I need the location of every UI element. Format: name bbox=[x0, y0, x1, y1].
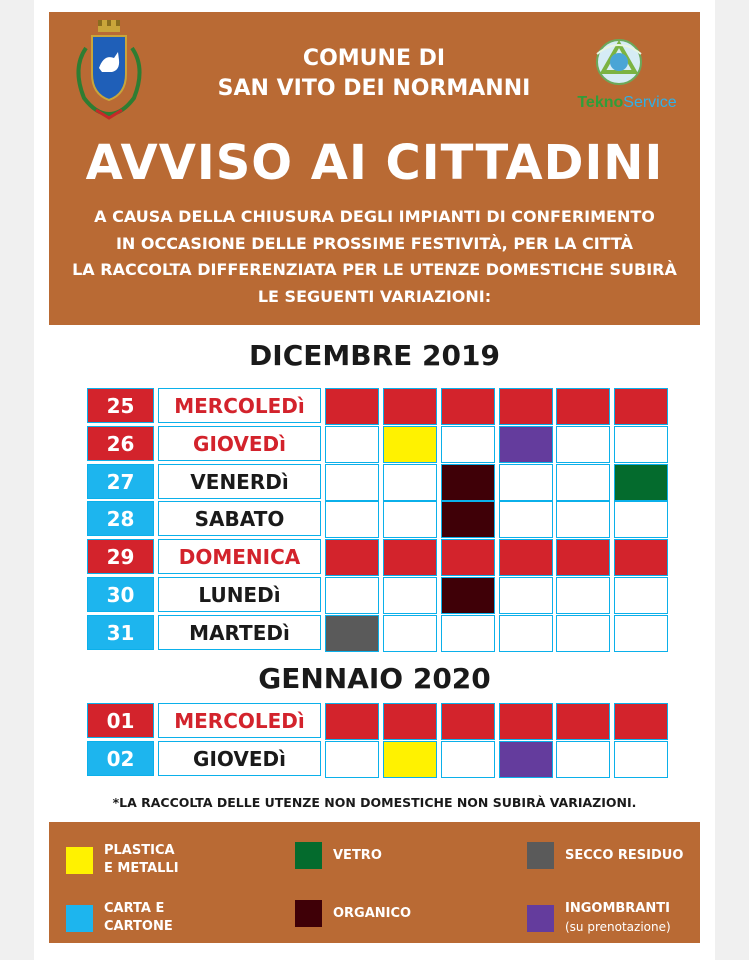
legend-label-line: (su prenotazione) bbox=[565, 920, 671, 934]
weekday-name: GIOVEDì bbox=[158, 426, 321, 461]
collection-cell-white bbox=[499, 577, 553, 614]
day-number: 02 bbox=[87, 741, 154, 776]
legend-swatch bbox=[527, 905, 554, 932]
municipality-line-1: COMUNE DI bbox=[302, 46, 446, 71]
legend-label-line: VETRO bbox=[333, 847, 382, 863]
legend-label-line: SECCO RESIDUO bbox=[565, 847, 684, 863]
collection-cell-white bbox=[383, 501, 437, 538]
teknoservice-wordmark bbox=[567, 94, 687, 112]
legend-swatch bbox=[527, 842, 554, 869]
collection-cell-purple bbox=[499, 426, 553, 463]
legend-item-blue bbox=[66, 900, 173, 936]
collection-cell-white bbox=[614, 741, 668, 778]
day-number: 31 bbox=[87, 615, 154, 650]
collection-cell-red bbox=[499, 539, 553, 576]
weekday-name: MARTEDì bbox=[158, 615, 321, 650]
notice-title: AVVISO AI CITTADINI bbox=[85, 135, 664, 191]
collection-cell-red bbox=[441, 388, 495, 425]
municipal-crest-icon bbox=[66, 18, 152, 122]
legend-item-organico bbox=[295, 900, 411, 927]
calendar-row bbox=[34, 577, 715, 614]
collection-cell-white bbox=[614, 501, 668, 538]
weekday-name: VENERDì bbox=[158, 464, 321, 499]
collection-cell-red bbox=[556, 539, 610, 576]
weekday-name: LUNEDì bbox=[158, 577, 321, 612]
collection-cell-white bbox=[556, 577, 610, 614]
weekday-name: SABATO bbox=[158, 501, 321, 536]
wordmark-tekno: Tekno bbox=[577, 94, 624, 111]
day-number: 27 bbox=[87, 464, 154, 499]
collection-cell-white bbox=[441, 741, 495, 778]
collection-cell-red bbox=[614, 703, 668, 740]
intro-line: IN OCCASIONE DELLE PROSSIME FESTIVITÀ, PER LA CITTÀ bbox=[115, 233, 634, 253]
month-title-january: GENNAIO 2020 bbox=[258, 662, 491, 695]
collection-cell-white bbox=[441, 615, 495, 652]
weekday-name: MERCOLEDì bbox=[158, 388, 321, 423]
collection-cell-white bbox=[556, 426, 610, 463]
collection-cell-white bbox=[499, 501, 553, 538]
collection-cell-red bbox=[325, 703, 379, 740]
collection-cell-red bbox=[325, 388, 379, 425]
legend-item-grey bbox=[527, 842, 683, 869]
intro-line: A CAUSA DELLA CHIUSURA DEGLI IMPIANTI DI CONFERIMENTO bbox=[94, 207, 655, 226]
legend-label-line: INGOMBRANTI bbox=[565, 901, 670, 916]
legend-label-line: CARTONE bbox=[104, 919, 173, 934]
collection-cell-organico bbox=[441, 577, 495, 614]
collection-cell-red bbox=[383, 703, 437, 740]
collection-cell-white bbox=[325, 464, 379, 501]
wordmark-service: Service bbox=[623, 94, 677, 111]
collection-cell-organico bbox=[441, 464, 495, 501]
collection-cell-white bbox=[383, 464, 437, 501]
collection-cell-red bbox=[614, 539, 668, 576]
legend-panel bbox=[49, 822, 700, 943]
day-number: 30 bbox=[87, 577, 154, 612]
legend-label-line: CARTA E bbox=[104, 901, 165, 916]
recycle-globe-icon bbox=[567, 32, 687, 94]
legend-item-purple bbox=[527, 900, 671, 936]
collection-cell-red bbox=[441, 539, 495, 576]
collection-cell-white bbox=[556, 501, 610, 538]
collection-cell-white bbox=[383, 577, 437, 614]
collection-cell-white bbox=[614, 615, 668, 652]
notice-intro bbox=[49, 204, 700, 310]
day-number: 28 bbox=[87, 501, 154, 536]
teknoservice-logo bbox=[567, 32, 687, 120]
intro-line: LA RACCOLTA DIFFERENZIATA PER LE UTENZE DOMESTICHE SUBIRÀ bbox=[72, 260, 677, 279]
legend-swatch bbox=[66, 847, 93, 874]
legend-label-line: PLASTICA bbox=[104, 843, 175, 858]
calendar-row bbox=[34, 464, 715, 501]
day-number: 25 bbox=[87, 388, 154, 423]
collection-cell-red bbox=[556, 388, 610, 425]
weekday-name: MERCOLEDì bbox=[158, 703, 321, 738]
collection-cell-white bbox=[441, 426, 495, 463]
collection-cell-green bbox=[614, 464, 668, 501]
legend-label bbox=[333, 905, 411, 923]
calendar-row bbox=[34, 539, 715, 576]
collection-cell-white bbox=[499, 464, 553, 501]
collection-cell-purple bbox=[499, 741, 553, 778]
legend-label bbox=[104, 900, 173, 936]
collection-cell-red bbox=[499, 703, 553, 740]
legend-label bbox=[565, 847, 683, 865]
legend-swatch bbox=[295, 900, 322, 927]
collection-cell-red bbox=[499, 388, 553, 425]
legend-item-green bbox=[295, 842, 382, 869]
collection-cell-white bbox=[556, 741, 610, 778]
collection-cell-red bbox=[383, 388, 437, 425]
header-banner bbox=[49, 12, 700, 325]
collection-cell-white bbox=[614, 426, 668, 463]
collection-cell-red bbox=[325, 539, 379, 576]
collection-cell-white bbox=[325, 426, 379, 463]
day-number: 26 bbox=[87, 426, 154, 461]
legend-label bbox=[565, 900, 671, 936]
collection-cell-white bbox=[556, 615, 610, 652]
collection-cell-white bbox=[325, 741, 379, 778]
collection-cell-yellow bbox=[383, 741, 437, 778]
calendar-row bbox=[34, 388, 715, 425]
collection-cell-white bbox=[499, 615, 553, 652]
legend-label bbox=[333, 847, 382, 865]
collection-cell-red bbox=[556, 703, 610, 740]
calendar-row bbox=[34, 426, 715, 463]
collection-cell-white bbox=[325, 577, 379, 614]
intro-line: LE SEGUENTI VARIAZIONI: bbox=[257, 286, 492, 306]
collection-cell-yellow bbox=[383, 426, 437, 463]
legend-item-yellow bbox=[66, 842, 179, 878]
legend-label bbox=[104, 842, 179, 878]
collection-cell-red bbox=[441, 703, 495, 740]
municipality-line-2: SAN VITO DEI NORMANNI bbox=[217, 76, 531, 101]
calendar-row bbox=[34, 703, 715, 740]
month-title-december: DICEMBRE 2019 bbox=[249, 339, 500, 372]
calendar-row bbox=[34, 741, 715, 778]
legend-label-line: ORGANICO bbox=[333, 905, 412, 921]
collection-cell-red bbox=[614, 388, 668, 425]
day-number: 01 bbox=[87, 703, 154, 738]
calendar-row bbox=[34, 501, 715, 538]
collection-cell-grey bbox=[325, 615, 379, 652]
collection-cell-white bbox=[614, 577, 668, 614]
non-domestic-note: *LA RACCOLTA DELLE UTENZE NON DOMESTICHE NON SUBIRÀ VARIAZIONI. bbox=[112, 795, 637, 810]
legend-label-line: E METALLI bbox=[104, 861, 179, 876]
collection-cell-white bbox=[556, 464, 610, 501]
weekday-name: GIOVEDì bbox=[158, 741, 321, 776]
legend-swatch bbox=[66, 905, 93, 932]
calendar-row bbox=[34, 615, 715, 652]
poster bbox=[34, 0, 715, 960]
collection-cell-red bbox=[383, 539, 437, 576]
weekday-name: DOMENICA bbox=[158, 539, 321, 574]
collection-cell-white bbox=[325, 501, 379, 538]
collection-cell-organico bbox=[441, 501, 495, 538]
collection-cell-white bbox=[383, 615, 437, 652]
day-number: 29 bbox=[87, 539, 154, 574]
legend-swatch bbox=[295, 842, 322, 869]
municipality-name bbox=[189, 44, 559, 104]
